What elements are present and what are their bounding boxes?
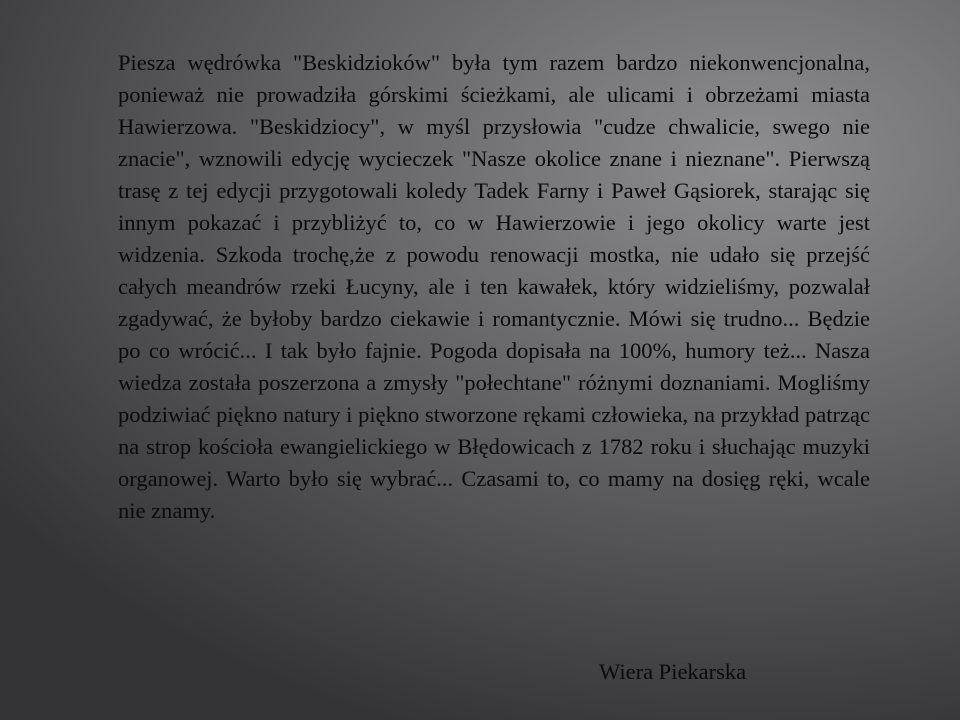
author-signature: Wiera Piekarska <box>599 659 747 684</box>
body-paragraph: Piesza wędrówka "Beskidzioków" była tym razem bardzo niekonwencjonalna, ponieważ nie prowadziła górskimi ścieżkami, ale ulicami i obrzeżami miasta Hawierzowa. "Beskidziocy", w myśl przysłowia "cudze chwalicie, swego nie znacie", wznowili edycję wycieczek "Nasze okolice znane i nieznane". Pierwszą trasę z tej edycji przygotowali koledy Tadek Farny i Paweł Gąsiorek, starając się innym pokazać i przybliżyć to, co w Hawierzowie i jego okolicy warte jest widzenia. Szkoda trochę,że z powodu renowacji mostka, nie udało się przejść całych meandrów rzeki Łucyny, ale i ten kawałek, który widzieliśmy, pozwalał zgadywać, że byłoby bardzo ciekawie i romantycznie. Mówi się trudno... Będzie po co wrócić... I tak było fajnie. Pogoda dopisała na 100%, humory też... Nasza wiedza została poszerzona a zmysły "połechtane" różnymi doznaniami. Mogliśmy podziwiać piękno natury i piękno stworzone rękami człowieka, na przykład patrząc na strop kościoła ewangielickiego w Błędowicach z 1782 roku i słuchając muzyki organowej. Warto było się wybrać... Czasami to, co mamy na dosięg ręki, wcale nie znamy. <box>118 50 870 523</box>
